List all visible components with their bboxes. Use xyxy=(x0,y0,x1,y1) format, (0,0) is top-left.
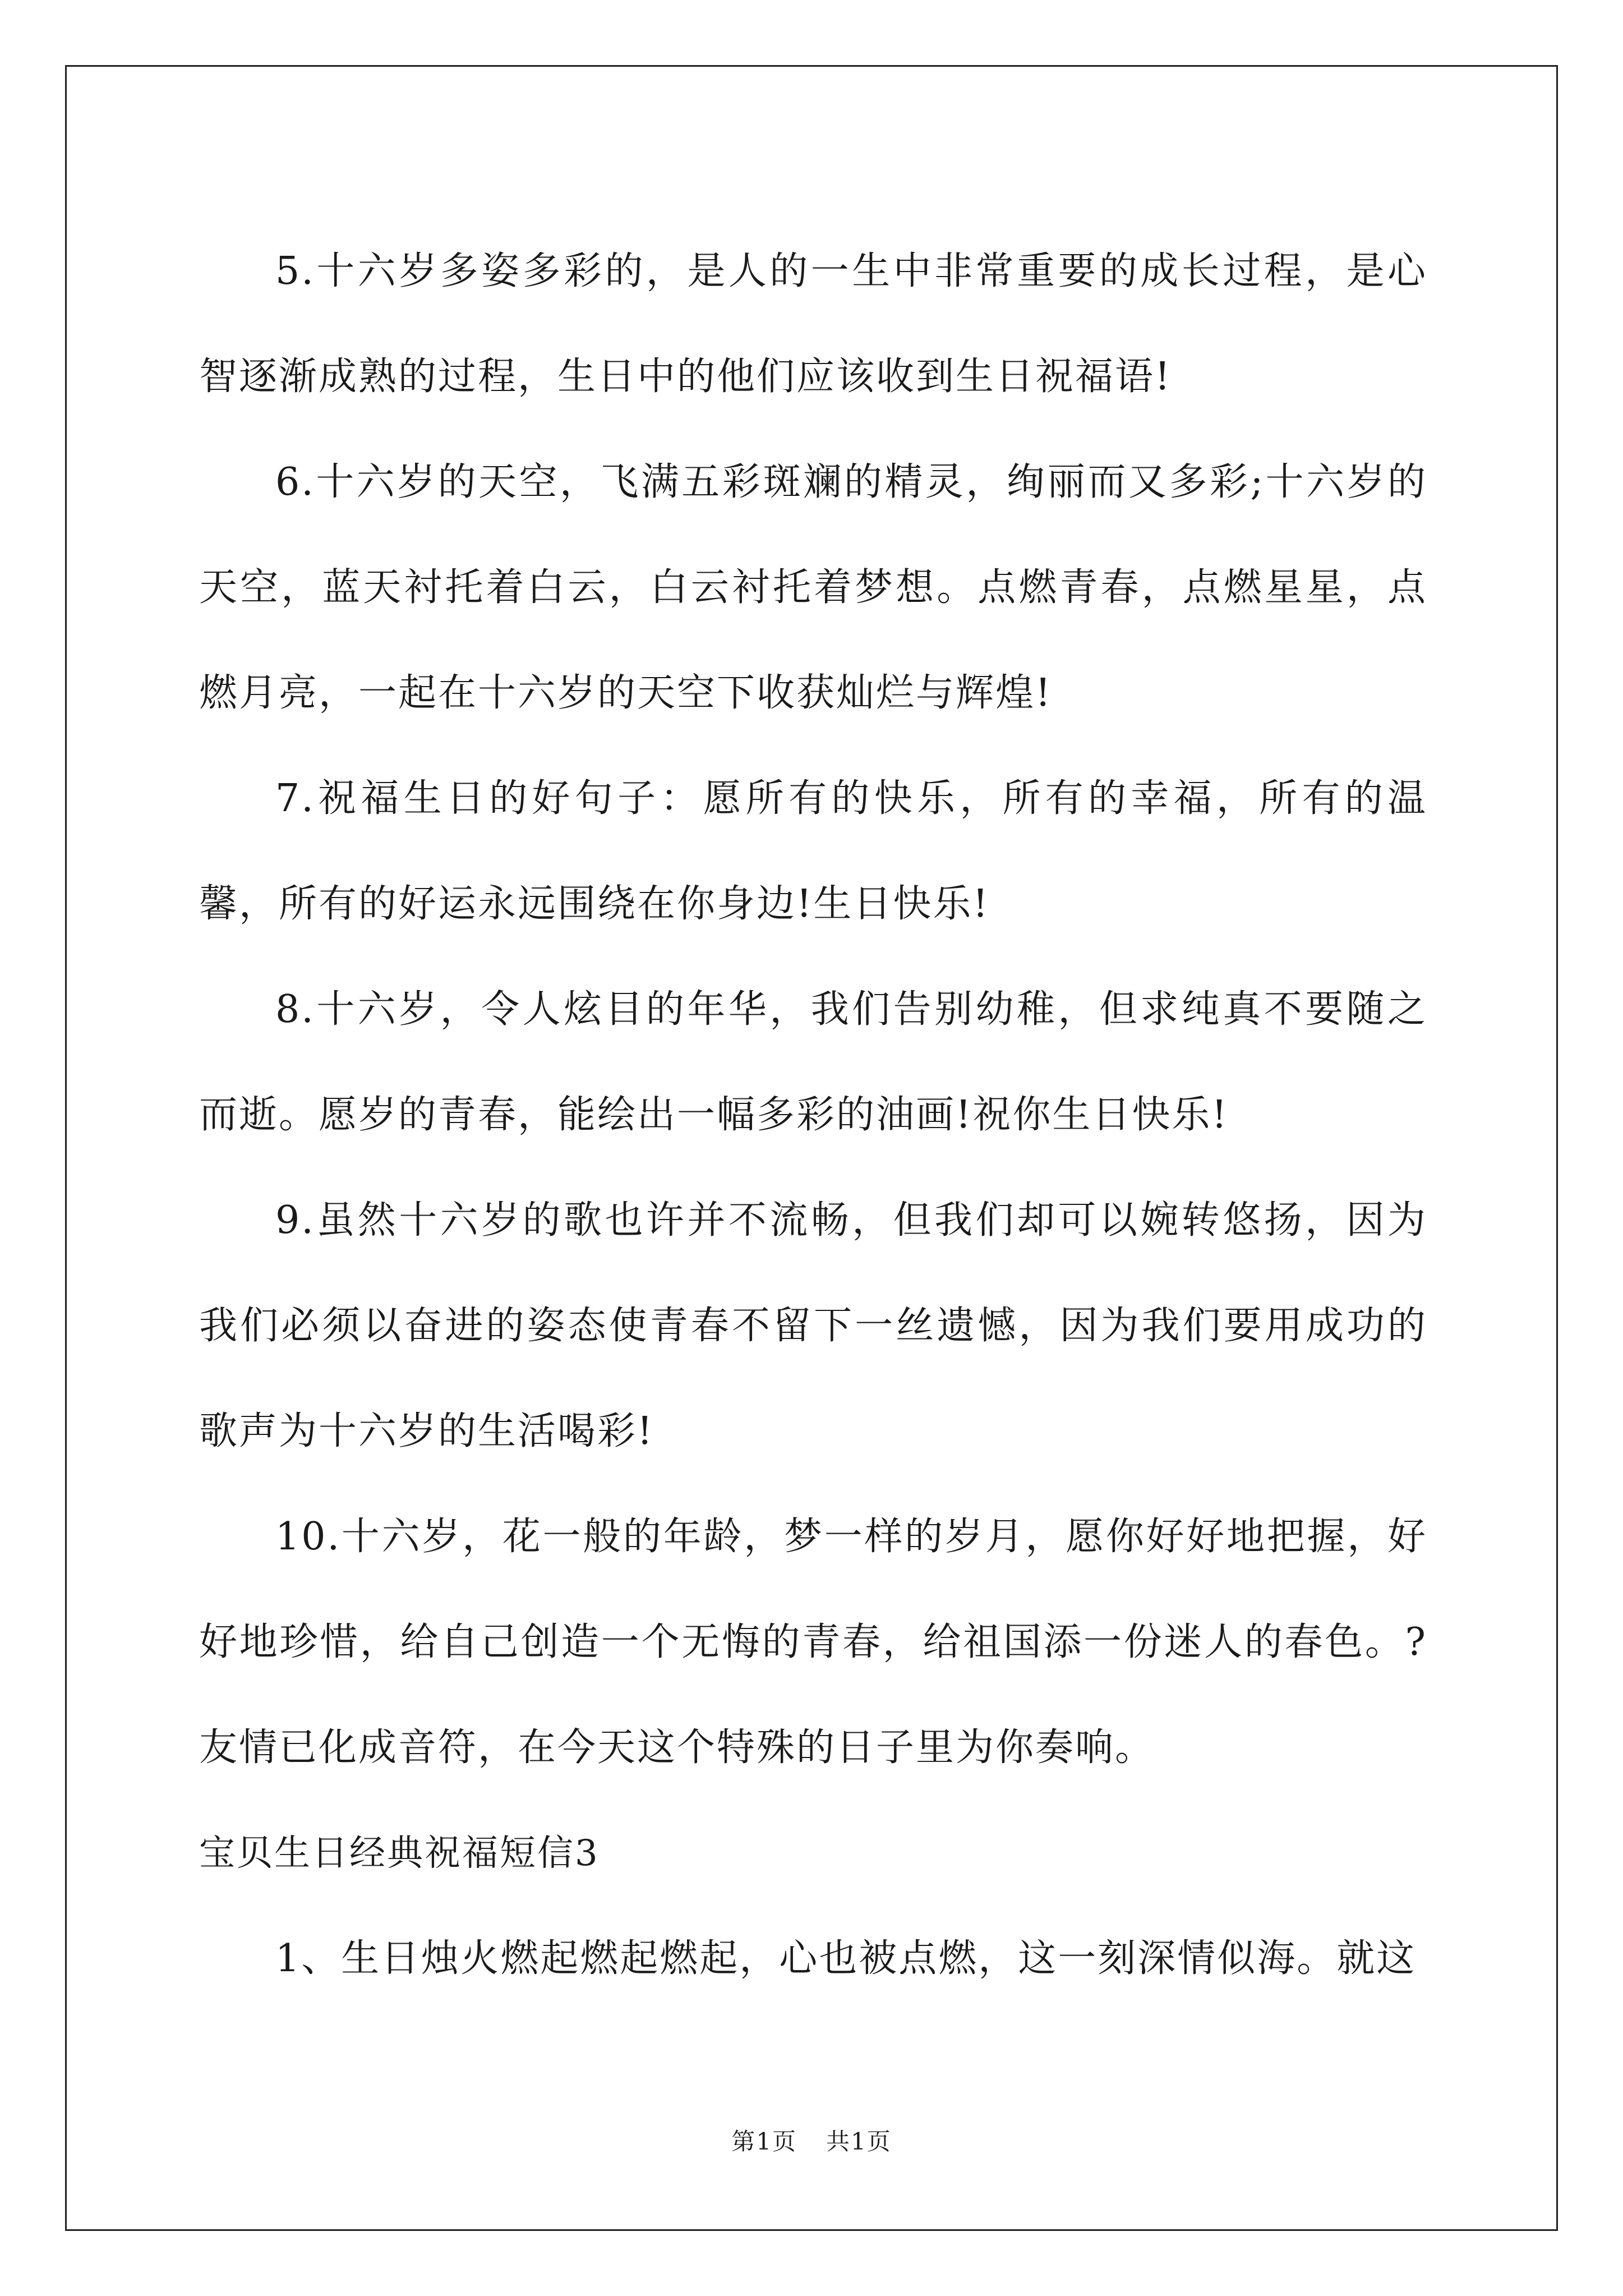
paragraph-1: 1、生日烛火燃起燃起燃起，心也被点燃，这一刻深情似海。就这 xyxy=(275,1936,1417,1981)
page-number-current: 第1页 xyxy=(731,2128,797,2155)
paragraph-6: 6.十六岁的天空，飞满五彩斑斓的精灵，绚丽而又多彩;十六岁的天空，蓝天衬托着白云，白云衬托着梦想。点燃青春，点燃星星，点燃月亮，一起在十六岁的天空下收获灿烂与辉煌! xyxy=(199,460,1427,715)
document-body xyxy=(199,219,1427,2012)
page-number-total: 共1页 xyxy=(826,2128,892,2155)
paragraph-9: 9.虽然十六岁的歌也许并不流畅，但我们却可以婉转悠扬，因为我们必须以奋进的姿态使青春不留下一丝遗憾，因为我们要用成功的歌声为十六岁的生活喝彩! xyxy=(199,1198,1427,1453)
paragraph-8: 8.十六岁，令人炫目的年华，我们告别幼稚，但求纯真不要随之而逝。愿岁的青春，能绘出一幅多彩的油画!祝你生日快乐! xyxy=(199,987,1427,1137)
paragraph-5: 5.十六岁多姿多彩的，是人的一生中非常重要的成长过程，是心智逐渐成熟的过程，生日中的他们应该收到生日祝福语! xyxy=(199,249,1427,399)
paragraph-7: 7.祝福生日的好句子：愿所有的快乐，所有的幸福，所有的温馨，所有的好运永远围绕在你身边!生日快乐! xyxy=(199,776,1427,926)
section-heading: 宝贝生日经典祝福短信3 xyxy=(199,1833,600,1874)
paragraph-10: 10.十六岁，花一般的年龄，梦一样的岁月，愿你好好地把握，好好地珍惜，给自己创造一个无悔的青春，给祖国添一份迷人的春色。?友情已化成音符，在今天这个特殊的日子里为你奏响。 xyxy=(199,1515,1427,1770)
page-footer xyxy=(0,2123,1623,2157)
